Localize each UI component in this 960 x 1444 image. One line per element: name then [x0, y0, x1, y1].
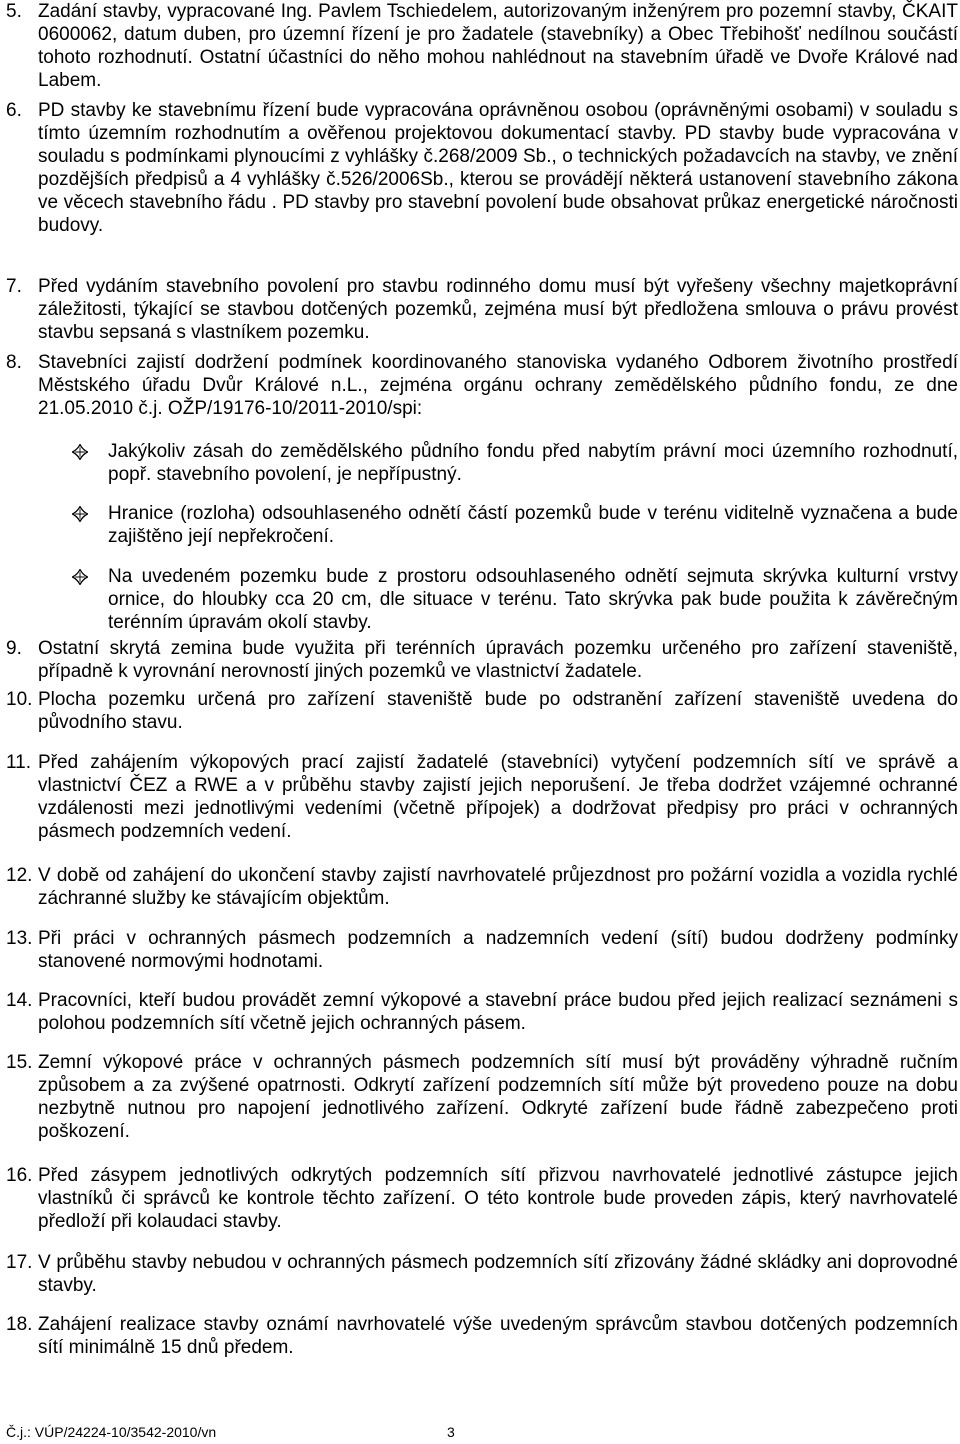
- bullet-text: Jakýkoliv zásah do zemědělského půdního fondu před nabytím právní moci územního rozhodnutí, popř. stavebního povolení, je nepřípustný.: [108, 441, 958, 485]
- item-text: Před zahájením výkopových prací zajistí žadatelé (stavebníci) vytyčení podzemních sítí ve správě a vlastnictví ČEZ a RWE a v průběhu stavby zajistí jejich neporušení. Je třeba dodržet vzájemné ochranné vzdálenosti mezi jednotlivými vedeními (včetně přípojek) a dodržovat předpisy pro práci v ochranných pásmech podzemních vedení.: [38, 752, 958, 842]
- item-text: Zemní výkopové práce v ochranných pásmech podzemních sítí musí být prováděny výhradně ručním způsobem a za zvýšené opatrnosti. Odkrytí zařízení podzemních sítí může být provedeno pouze na dobu nezbytně nutnou pro napojení jednotlivého zařízení. Odkryté zařízení bude řádně zabezpečeno proti poškození.: [38, 1052, 958, 1142]
- item-number: 13.: [6, 928, 33, 949]
- item-text: Zadání stavby, vypracované Ing. Pavlem Tschiedelem, autorizovaným inženýrem pro pozemní stavby, ČKAIT 0600062, datum duben, pro územní řízení je pro žadatele (stavebníky) a Obec Třebihošť nedílnou součástí tohoto rozhodnutí. Ostatní účastníci do něho mohou nahlédnout na stavebním úřadě ve Dvoře Králové nad Labem.: [38, 1, 958, 91]
- condition-item-11: [6, 751, 960, 843]
- item-text: Pracovníci, kteří budou provádět zemní výkopové a stavební práce budou před jejich realizací seznámeni s polohou podzemních sítí včetně jejich ochranných pásem.: [38, 990, 958, 1034]
- item-number: 17.: [6, 1252, 33, 1273]
- item-text: Při práci v ochranných pásmech podzemních a nadzemních vedení (sítí) budou dodrženy podmínky stanovené normovými hodnotami.: [38, 928, 958, 972]
- item-number: 7.: [6, 276, 22, 297]
- condition-item-7: [6, 275, 960, 344]
- item-number: 5.: [6, 1, 22, 22]
- item-number: 8.: [6, 352, 22, 373]
- condition-item-12: [6, 864, 960, 910]
- item-number: 18.: [6, 1314, 33, 1335]
- condition-item-5: [6, 0, 960, 92]
- item-number: 12.: [6, 865, 33, 886]
- item-text: PD stavby ke stavebnímu řízení bude vypracována oprávněnou osobou (oprávněnými osobami) v souladu s tímto územním rozhodnutím a ověřenou projektovou dokumentací stavby. PD stavby bude vypracována v souladu s podmínkami plynoucími z vyhlášky č.268/2009 Sb., o technických požadavcích na stavby, ve znění pozdějších předpisů a 4 vyhlášky č.526/2006Sb., kterou se provádějí některá ustanovení stavebního zákona ve věcech stavebního řádu . PD stavby pro stavební povolení bude obsahovat průkaz energetické náročnosti budovy.: [38, 100, 958, 236]
- page-number: 3: [447, 1424, 455, 1440]
- condition-item-6: [6, 99, 960, 237]
- condition-item-8: [6, 351, 960, 420]
- item-number: 14.: [6, 990, 33, 1011]
- item-number: 9.: [6, 638, 22, 659]
- four-petal-star-icon: [72, 502, 108, 548]
- condition-item-10: [6, 688, 960, 734]
- condition-item-16: [6, 1164, 960, 1233]
- bullet-text: Hranice (rozloha) odsouhlaseného odnětí částí pozemků bude v terénu viditelně vyznačena a bude zajištěno její nepřekročení.: [108, 503, 958, 547]
- zpf-bullet-2: [72, 502, 960, 548]
- item-text: V době od zahájení do ukončení stavby zajistí navrhovatelé průjezdnost pro požární vozidla a vozidla rychlé záchranné služby ke stávajícím objektům.: [38, 865, 958, 909]
- condition-item-18: [6, 1313, 960, 1359]
- file-reference: Č.j.: VÚP/24224-10/3542-2010/vn: [6, 1424, 217, 1440]
- item-text: Před zásypem jednotlivých odkrytých podzemních sítí přizvou navrhovatelé jednotlivé zástupce jejich vlastníků či správců ke kontrole těchto zařízení. O této kontrole bude proveden zápis, který navrhovatelé předloží při kolaudaci stavby.: [38, 1165, 958, 1232]
- item-number: 6.: [6, 100, 22, 121]
- zpf-bullet-3: [72, 565, 960, 634]
- item-text: Ostatní skrytá zemina bude využita při terénních úpravách pozemku určeného pro zařízení staveniště, případně k vyrovnání nerovností jiných pozemků ve vlastnictví žadatele.: [38, 638, 958, 682]
- item-text: Stavebníci zajistí dodržení podmínek koordinovaného stanoviska vydaného Odborem životního prostředí Městského úřadu Dvůr Králové n.L., zejména orgánu ochrany zemědělského půdního fondu, ze dne 21.05.2010 č.j. OŽP/19176-10/2011-2010/spi:: [38, 352, 958, 419]
- condition-item-15: [6, 1051, 960, 1143]
- item-text: Plocha pozemku určená pro zařízení staveniště bude po odstranění zařízení staveniště uvedena do původního stavu.: [38, 689, 958, 733]
- four-petal-star-icon: [72, 440, 108, 486]
- item-number: 16.: [6, 1165, 33, 1186]
- item-text: Před vydáním stavebního povolení pro stavbu rodinného domu musí být vyřešeny všechny majetkoprávní záležitosti, týkající se stavbou dotčených pozemků, zejména musí být předložena smlouva o právu provést stavbu sepsaná s vlastníkem pozemku.: [38, 276, 958, 343]
- condition-item-13: [6, 927, 960, 973]
- item-number: 15.: [6, 1052, 33, 1073]
- item-number: 11.: [6, 752, 32, 773]
- condition-item-14: [6, 989, 960, 1035]
- four-petal-star-icon: [72, 565, 108, 634]
- item-text: V průběhu stavby nebudou v ochranných pásmech podzemních sítí zřizovány žádné skládky ani doprovodné stavby.: [38, 1252, 958, 1296]
- item-number: 10.: [6, 689, 33, 710]
- condition-item-9: [6, 637, 960, 683]
- bullet-text: Na uvedeném pozemku bude z prostoru odsouhlaseného odnětí sejmuta skrývka kulturní vrstvy ornice, do hloubky cca 20 cm, dle situace v terénu. Tato skrývka pak bude použita k závěrečným terénním úpravám okolí stavby.: [108, 566, 958, 633]
- zpf-bullet-1: [72, 440, 960, 486]
- condition-item-17: [6, 1251, 960, 1297]
- item-text: Zahájení realizace stavby oznámí navrhovatelé výše uvedeným správcům stavbou dotčených podzemních sítí minimálně 15 dnů předem.: [38, 1314, 958, 1358]
